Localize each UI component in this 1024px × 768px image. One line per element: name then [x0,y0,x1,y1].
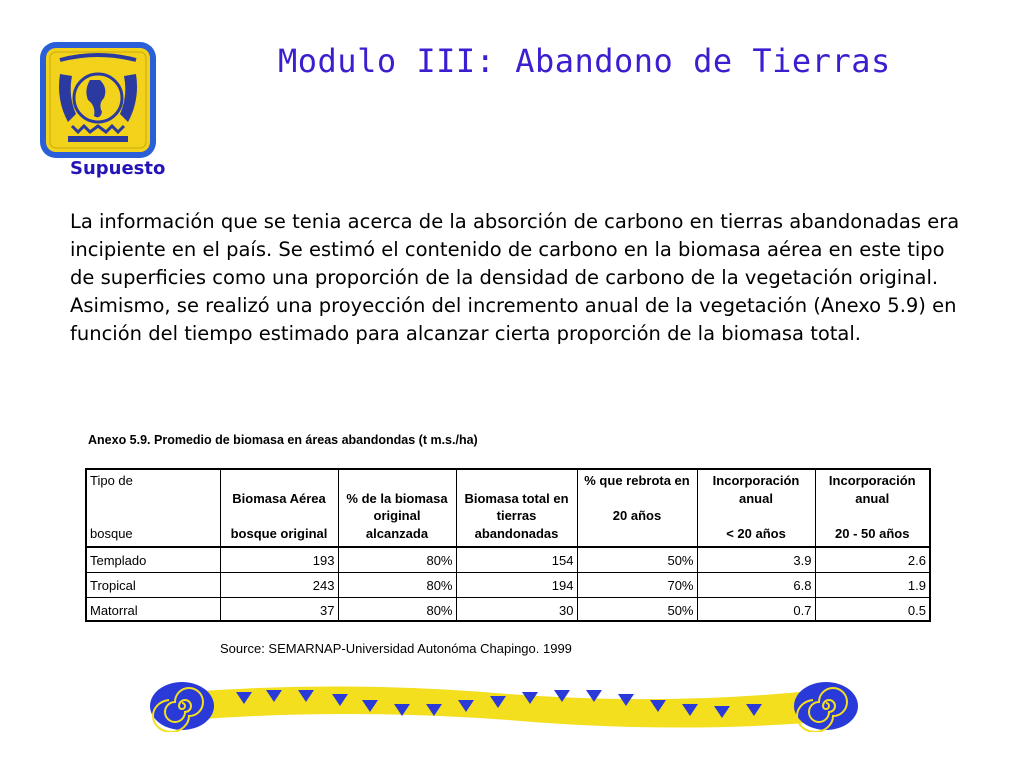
cell-biomasa-total: 154 [456,547,577,573]
header-porcentaje-rebrota: % que rebrota en 20 años [577,470,697,547]
header-tipo-bosque: Tipo de bosque [87,470,220,547]
cell-incorporacion-menor-20: 6.8 [697,573,815,598]
cell-tipo: Matorral [87,598,220,623]
cell-porcentaje-rebrota: 70% [577,573,697,598]
page-title: Modulo III: Abandono de Tierras [278,42,891,80]
header-biomasa-aerea: Biomasa Aérea bosque original [220,470,338,547]
source-note: Source: SEMARNAP-Universidad Autonóma Chapingo. 1999 [220,641,572,656]
cell-biomasa-aerea: 193 [220,547,338,573]
cell-porcentaje-biomasa: 80% [338,547,456,573]
header-porcentaje-biomasa: % de la biomasa original alcanzada [338,470,456,547]
table-header-row [87,470,929,547]
table-caption: Anexo 5.9. Promedio de biomasa en áreas abandondas (t m.s./ha) [88,433,478,447]
header-incorporacion-menor-20: Incorporación anual < 20 años [697,470,815,547]
header-biomasa-total: Biomasa total en tierras abandonadas [456,470,577,547]
cell-biomasa-total: 30 [456,598,577,623]
cell-biomasa-aerea: 37 [220,598,338,623]
spiral-icon [150,682,214,732]
cell-biomasa-total: 194 [456,573,577,598]
table-row [87,547,929,573]
biomass-table [87,470,929,622]
cell-incorporacion-20-50: 2.6 [815,547,929,573]
body-paragraph: La información que se tenia acerca de la absorción de carbono en tierras abandonadas era incipiente en el país. Se estimó el contenido de carbono en la biomasa aérea en este tipo de superficies como una proporción de la densidad de carbono de la vegetación original. Asimismo, se realizó una proyección del incremento anual de la vegetación (Anexo 5.9) en función del tiempo estimado para alcanzar cierta proporción de la biomasa total. [70,210,960,345]
biomass-table-container [85,468,931,622]
cell-incorporacion-menor-20: 3.9 [697,547,815,573]
section-subheading: Supuesto [70,158,166,179]
cell-incorporacion-20-50: 1.9 [815,573,929,598]
university-seal-logo [38,40,158,160]
cell-porcentaje-biomasa: 80% [338,598,456,623]
cell-porcentaje-biomasa: 80% [338,573,456,598]
cell-porcentaje-rebrota: 50% [577,598,697,623]
cell-tipo: Templado [87,547,220,573]
university-seal-icon [38,40,158,160]
cell-biomasa-aerea: 243 [220,573,338,598]
decorative-border [148,680,860,732]
cell-incorporacion-menor-20: 0.7 [697,598,815,623]
cell-porcentaje-rebrota: 50% [577,547,697,573]
table-row [87,598,929,623]
cell-tipo: Tropical [87,573,220,598]
cell-incorporacion-20-50: 0.5 [907,602,926,618]
spiral-icon [794,682,858,732]
header-incorporacion-20-50: Incorporación anual 20 - 50 años [815,470,929,547]
table-row [87,573,929,598]
